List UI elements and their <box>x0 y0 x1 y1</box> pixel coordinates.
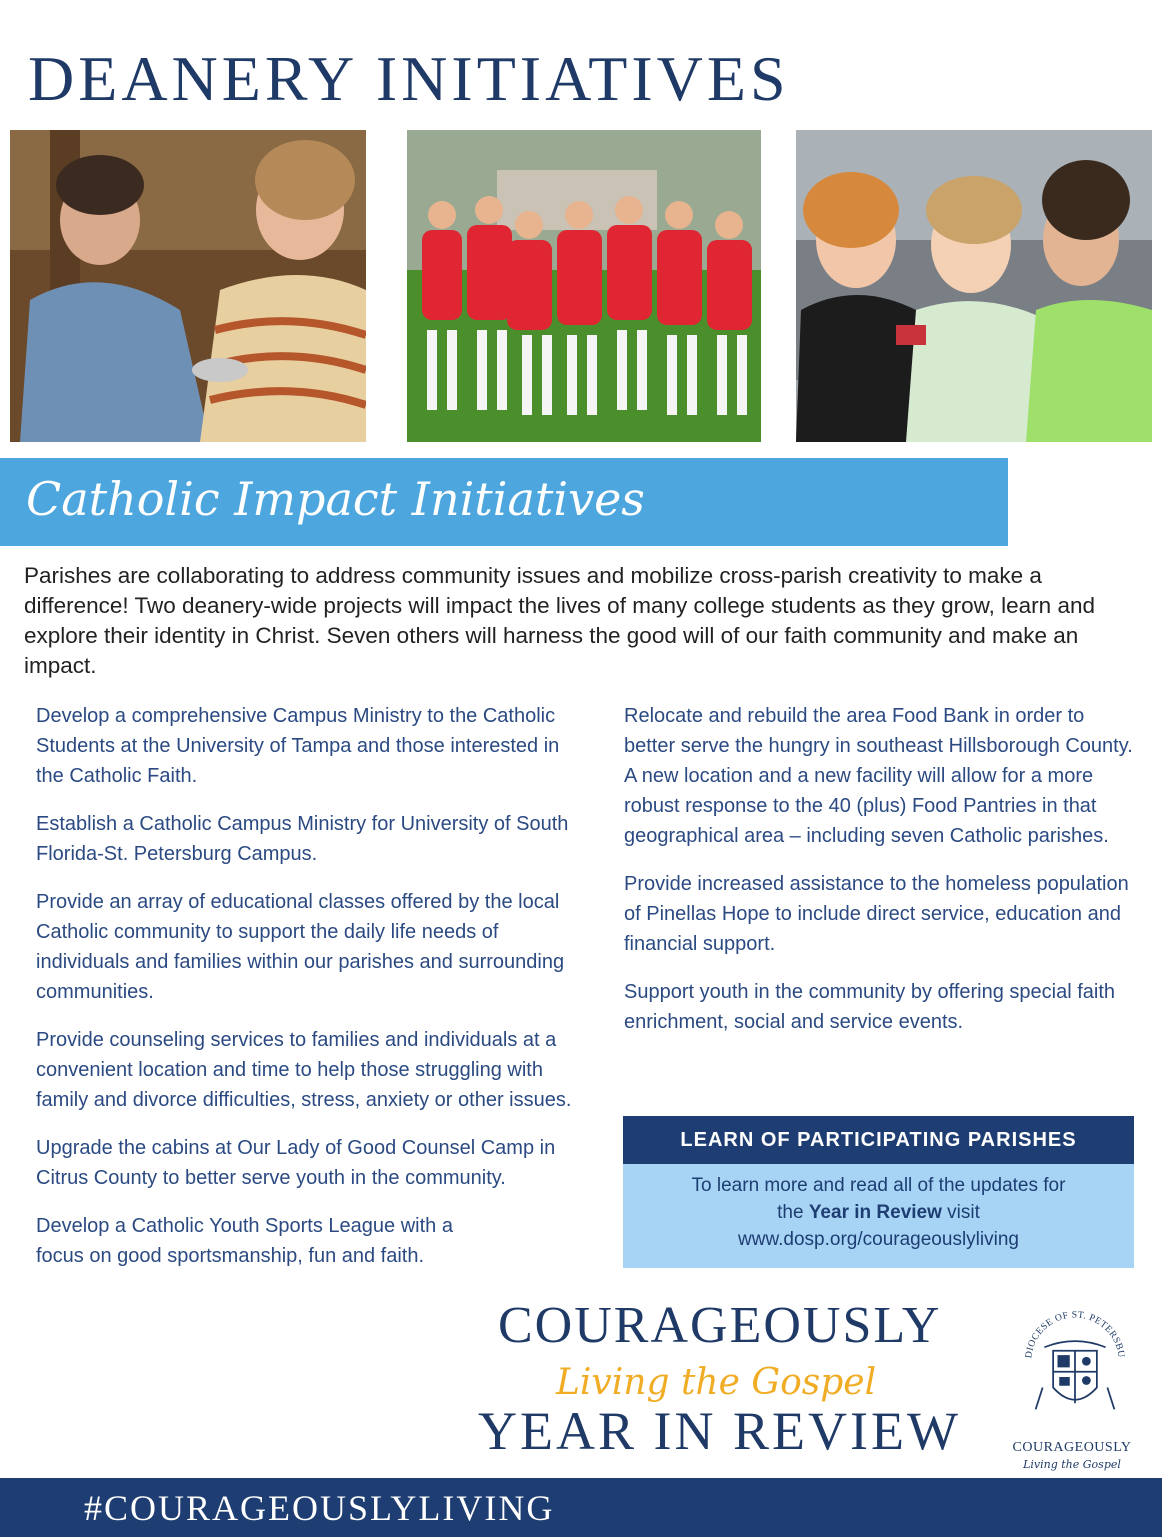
initiatives-left-column <box>36 701 576 1289</box>
footer-bar <box>0 1478 1162 1537</box>
learn-more-text: the <box>777 1202 809 1223</box>
initiative-item: Upgrade the cabins at Our Lady of Good Counsel Camp in Citrus County to better serve youth in the community. <box>36 1137 556 1189</box>
initiative-item: Support youth in the community by offering special faith enrichment, social and service events. <box>624 981 1116 1033</box>
initiative-item: Establish a Catholic Campus Ministry for University of South Florida-St. Petersburg Campus. <box>36 813 569 865</box>
initiative-item: Provide increased assistance to the homeless population of Pinellas Hope to include direct service, education and financial support. <box>624 873 1129 955</box>
seal-name: COURAGEOUSLY <box>1012 1440 1132 1455</box>
footer-hashtag: #COURAGEOUSLYLIVING <box>84 1488 555 1528</box>
learn-more-text: visit <box>941 1202 980 1223</box>
initiative-item: Provide an array of educational classes offered by the local Catholic community to support the daily life needs of individuals and families within our parishes and surrounding communities. <box>36 891 565 1003</box>
brand-tagline: Living the Gospel <box>556 1362 877 1403</box>
year-in-review-emphasis: Year in Review <box>808 1202 942 1223</box>
learn-more-url-link[interactable]: www.dosp.org/courageouslyliving <box>738 1229 1019 1250</box>
seal-arc-text: DIOCESE OF ST. PETERSBU <box>1023 1309 1127 1359</box>
girls-playing-cards-photo-icon <box>796 130 1152 442</box>
diocese-seal-icon <box>1000 1300 1150 1460</box>
initiative-item: Develop a Catholic Youth Sports League with a focus on good sportsmanship, fun and faith. <box>36 1215 453 1267</box>
initiative-item: Relocate and rebuild the area Food Bank in order to better serve the hungry in southeast Hillsborough County. A new location and a new facility will allow for a more robust response to the 40 (plus) Food Pantries in that geographical area – including seven Catholic parishes. <box>624 705 1133 847</box>
ash-wednesday-photo-icon <box>10 130 366 442</box>
learn-more-line2 <box>623 1199 1134 1226</box>
intro-paragraph: Parishes are collaborating to address community issues and mobilize cross-parish creativity to make a difference! Two deanery-wide projects will impact the lives of many college students as they grow, learn and explore their identity in Christ. Seven others will harness the good will of our faith community and make an impact. <box>24 563 1095 678</box>
initiative-item: Develop a comprehensive Campus Ministry to the Catholic Students at the University of Tampa and those interested in the Catholic Faith. <box>36 705 560 787</box>
learn-more-box <box>623 1116 1134 1268</box>
learn-more-body <box>623 1164 1134 1268</box>
initiative-item: Provide counseling services to families and individuals at a convenient location and time to help those struggling with family and divorce difficulties, stress, anxiety or other issues. <box>36 1029 572 1111</box>
brand-year-in-review: YEAR IN REVIEW <box>478 1401 961 1461</box>
learn-more-heading: LEARN OF PARTICIPATING PARISHES <box>623 1116 1134 1164</box>
initiatives-right-column <box>624 701 1134 1055</box>
page-title: DEANERY INITIATIVES <box>28 43 790 114</box>
section-heading: Catholic Impact Initiatives <box>26 472 645 526</box>
learn-more-line1: To learn more and read all of the updates for <box>691 1175 1066 1196</box>
brand-courageously: COURAGEOUSLY <box>498 1297 942 1354</box>
section-banner <box>0 458 1008 546</box>
youth-soccer-team-photo-icon <box>407 130 761 442</box>
seal-tagline: Living the Gospel <box>1023 1458 1121 1471</box>
